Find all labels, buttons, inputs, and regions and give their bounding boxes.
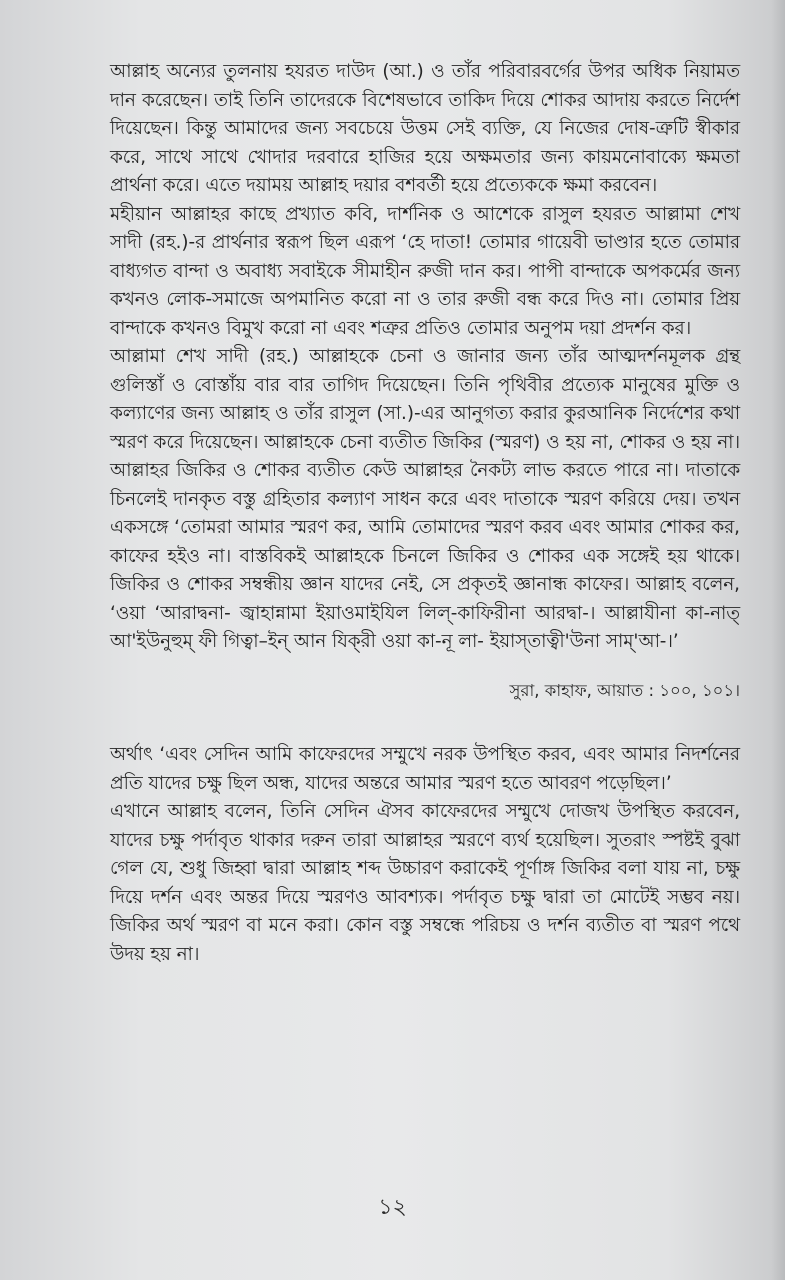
paragraph: এখানে আল্লাহ বলেন, তিনি সেদিন ঐসব কাফেরদের সম্মুখে দোজখ উপস্থিত করবেন, যাদের চক্ষু পর্দাবৃত থাকার দরুন তারা আল্লাহর স্মরণে ব্যর্থ হয়েছিল। সুতরাং স্পষ্টই বুঝা গেল যে, শুধু জিহ্বা দ্বারা আল্লাহ শব্দ উচ্চারণ করাকেই পূর্ণাঙ্গ জিকির বলা যায় না, চক্ষু দিয়ে দর্শন এবং অন্তর দিয়ে স্মরণও আবশ্যক। পর্দাবৃত চক্ষু দ্বারা তা মোটেই সম্ভব নয়। জিকির অর্থ স্মরণ বা মনে করা। কোন বস্তু সম্বন্ধে পরিচয় ও দর্শন ব্যতীত বা স্মরণ পথে উদয় হয় না। [110,801,740,965]
paragraph: অর্থাৎ ‘এবং সেদিন আমি কাফেরদের সম্মুখে নরক উপস্থিত করব, এবং আমার নিদর্শনের প্রতি যাদের চক্ষু ছিল অন্ধ, যাদের অন্তরে আমার স্মরণ হতে আবরণ পড়েছিল।’ [110,744,740,794]
page-number: ১২ [378,1195,407,1220]
paragraph: মহীয়ান আল্লাহর কাছে প্রখ্যাত কবি, দার্শনিক ও আশেকে রাসুল হযরত আল্লামা শেখ সাদী (রহ.)-র প্রার্থনার স্বরূপ ছিল এরূপ ‘হে দাতা! তোমার গায়েবী ভাণ্ডার হতে তোমার বাধ্যগত বান্দা ও অবাধ্য সবাইকে সীমাহীন রুজী দান কর। পাপী বান্দাকে অপকর্মের জন্য কখনও লোক-সমাজে অপমানিত করো না ও তার রুজী বন্ধ করে দিও না। তোমার প্রিয় বান্দাকে কখনও বিমুখ করো না এবং শত্রুর প্রতিও তোমার অনুপম দয়া প্রদর্শন কর। [110,203,740,339]
paragraph: আল্লামা শেখ সাদী (রহ.) আল্লাহকে চেনা ও জানার জন্য তাঁর আত্মদর্শনমূলক গ্রন্থ গুলিস্তাঁ ও বোস্তাঁয় বার বার তাগিদ দিয়েছেন। তিনি পৃথিবীর প্রত্যেক মানুষের মুক্তি ও কল্যাণের জন্য আল্লাহ ও তাঁর রাসুল (সা.)-এর আনুগত্য করার কুরআনিক নির্দেশের কথা স্মরণ করে দিয়েছেন। আল্লাহকে চেনা ব্যতীত জিকির (স্মরণ) ও হয় না, শোকর ও হয় না। আল্লাহর জিকির ও শোকর ব্যতীত কেউ আল্লাহর নৈকট্য লাভ করতে পারে না। দাতাকে চিনলেই দানকৃত বস্তু গ্রহিতার কল্যাণ সাধন করে এবং দাতাকে স্মরণ করিয়ে দেয়। তখন একসঙ্গে ‘তোমরা আমার স্মরণ কর, আমি তোমাদের স্মরণ করব এবং আমার শোকর কর, কাফের হইও না। বাস্তবিকই আল্লাহকে চিনলে জিকির ও শোকর এক সঙ্গেই হয় থাকে। জিকির ও শোকর সম্বন্ধীয় জ্ঞান যাদের নেই, সে প্রকৃতই জ্ঞানান্ধ কাফের। আল্লাহ বলেন, ‘ওয়া ‘আরাদ্বনা- জ্বাহান্নামা ইয়াওমাইযিল লিল্-কাফিরীনা আরদ্বা-। আল্লাযীনা কা-নাত্ আ'ইউনুহুম্ ফী গিত্বা–ইন্ আন যিক্‌রী ওয়া কা-নূ লা- ইয়াস্‌তাত্বী'উনা সাম্'আ-।’ [110,346,740,652]
page-edge-shadow [771,0,785,1280]
paragraph: আল্লাহ অন্যের তুলনায় হযরত দাউদ (আ.) ও তাঁর পরিবারবর্গের উপর অধিক নিয়ামত দান করেছেন। তাই তিনি তাদেরকে বিশেষভাবে তাকিদ দিয়ে শোকর আদায় করতে নির্দেশ দিয়েছেন। কিন্তু আমাদের জন্য সবচেয়ে উত্তম সেই ব্যক্তি, যে নিজের দোষ-ত্রুটি স্বীকার করে, সাথে সাথে খোদার দরবারে হাজির হয়ে অক্ষমতার জন্য কায়মনোবাক্যে ক্ষমতা প্রার্থনা করে। এতে দয়াময় আল্লাহ দয়ার বশবর্তী হয়ে প্রত্যেককে ক্ষমা করবেন। [110,61,740,196]
verse-reference: সুরা, কাহাফ, আয়াত : ১০০, ১০১। [509,680,740,700]
body-text [110,58,740,969]
